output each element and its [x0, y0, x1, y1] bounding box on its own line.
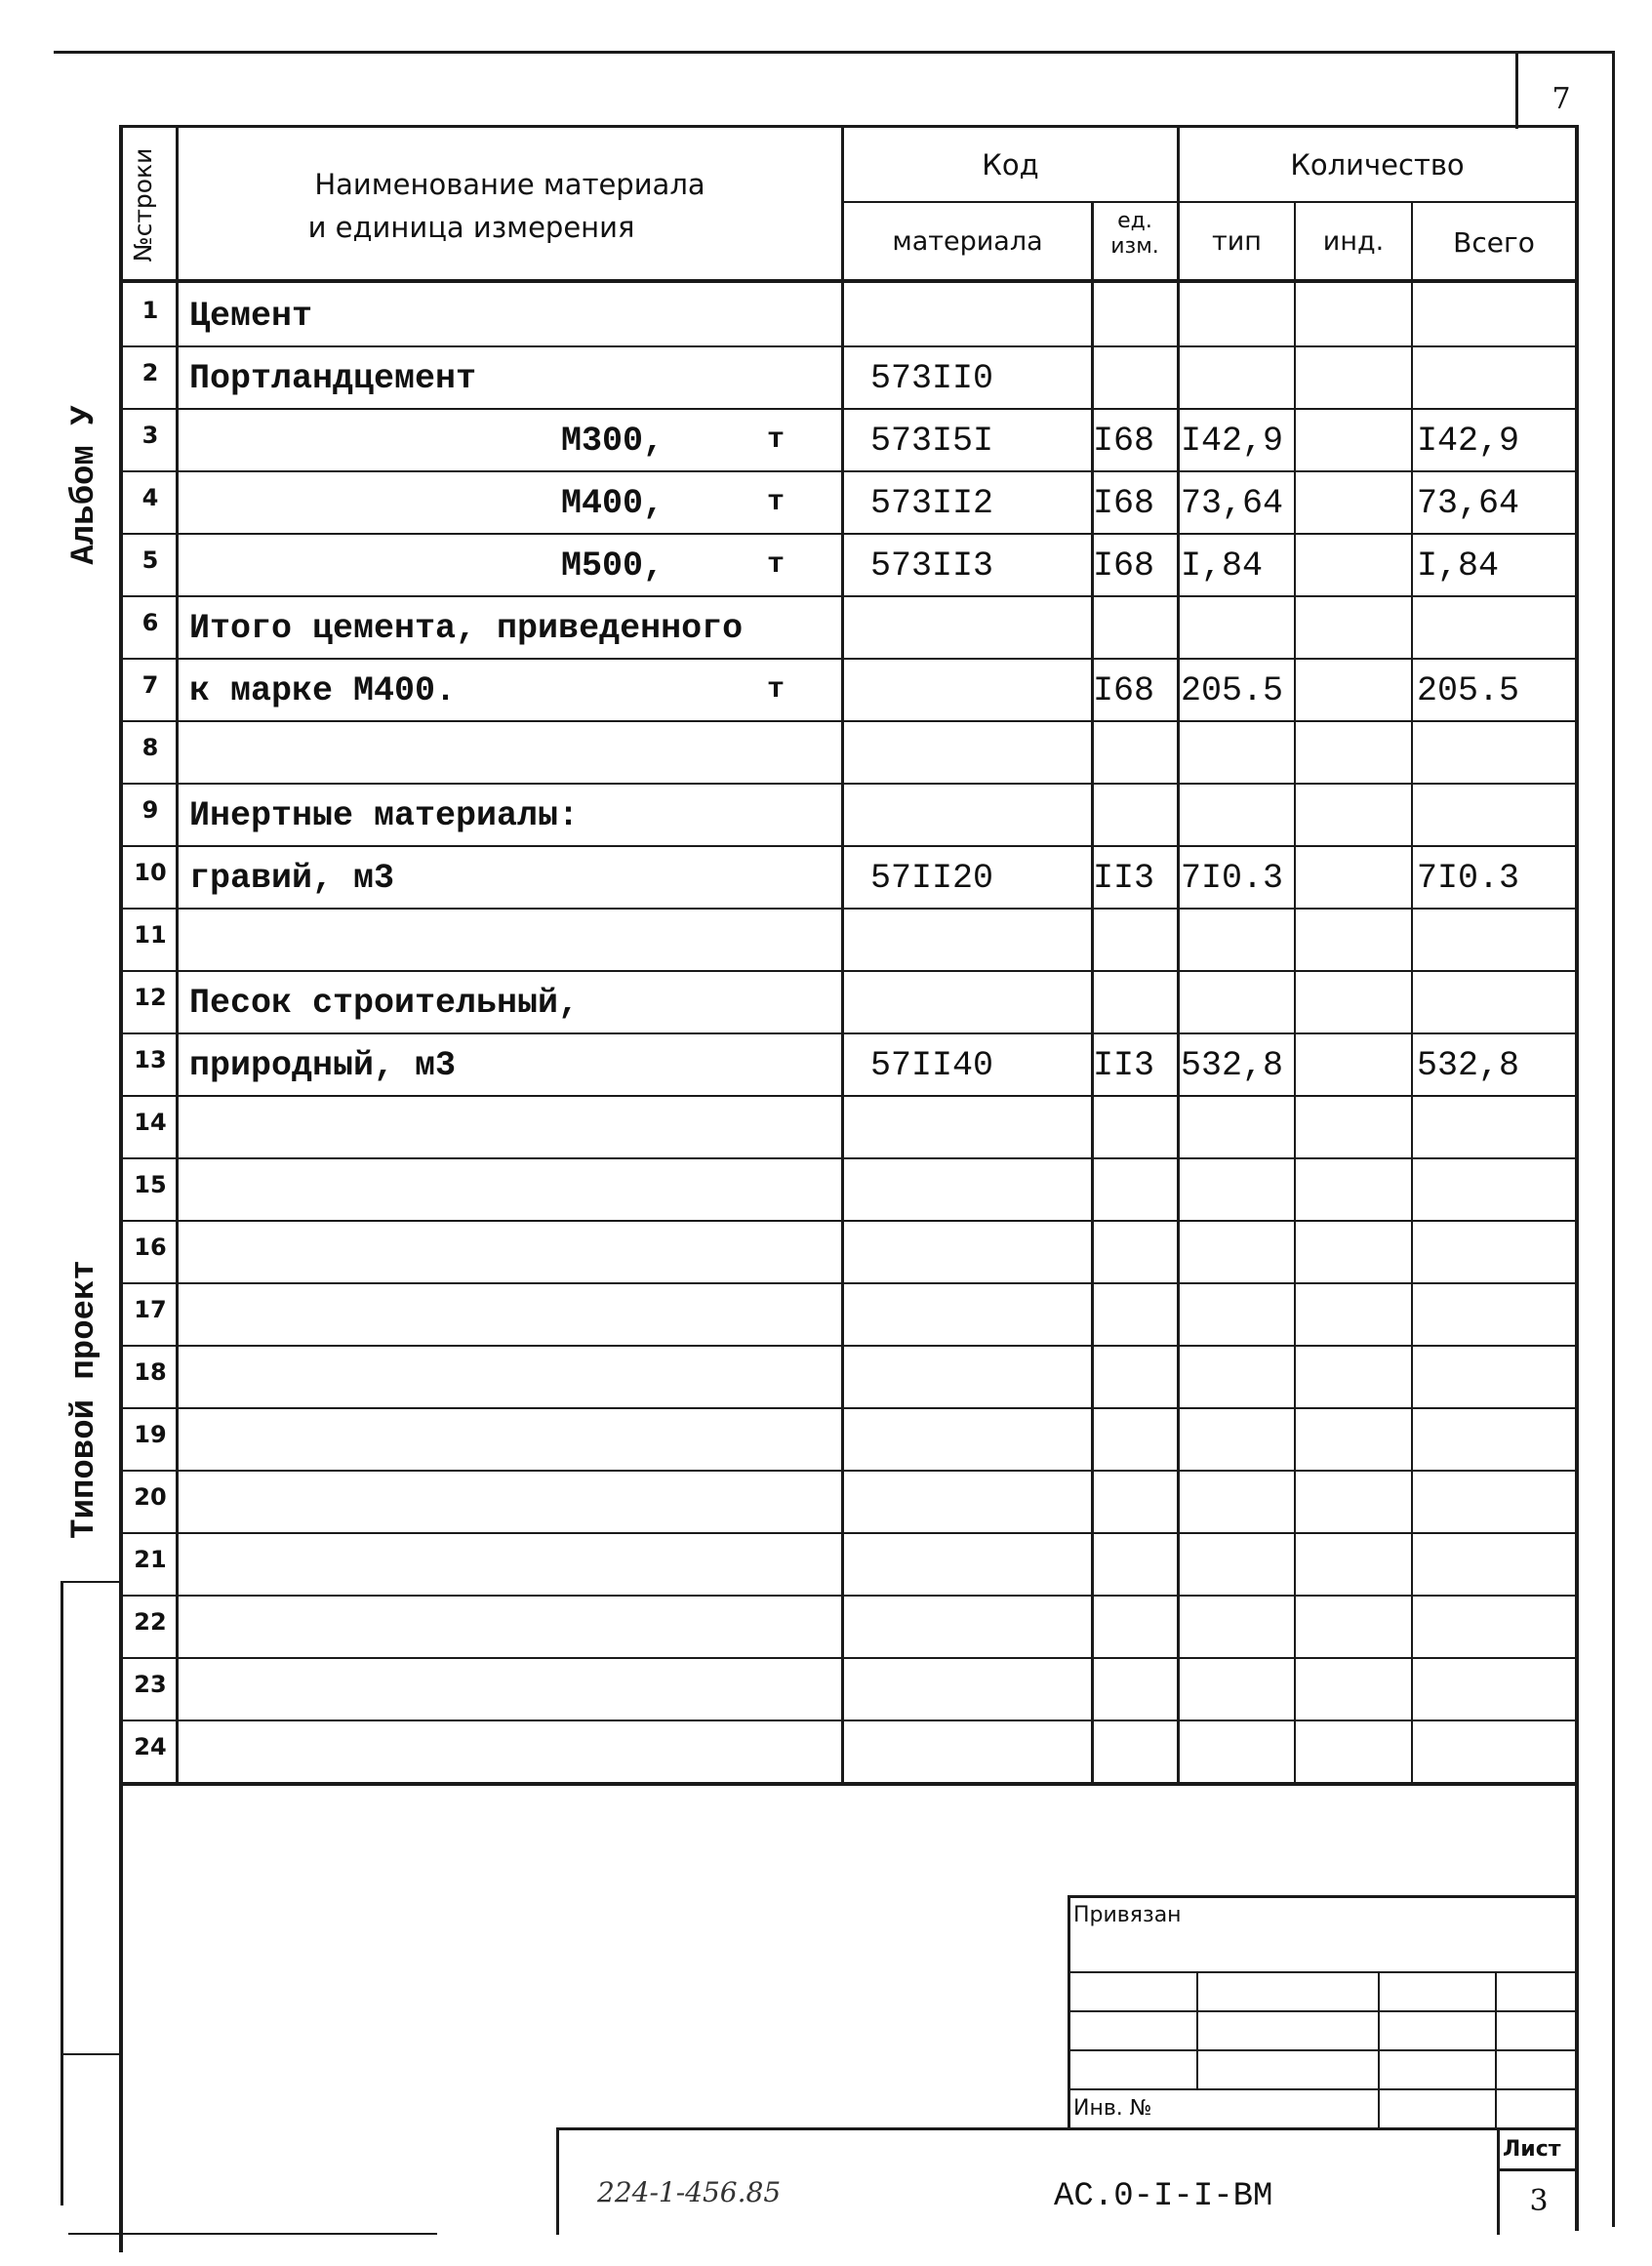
side-label-project: Типовой проект: [66, 1260, 103, 1539]
row-number: 12: [134, 984, 167, 1011]
row-number: 2: [141, 359, 159, 386]
stamp-handwritten-number: 224-1-456.85: [597, 2176, 782, 2208]
header-code-unit: ед. изм.: [1110, 209, 1159, 259]
row-unit-code: I68: [1093, 671, 1155, 710]
row-number: 13: [134, 1046, 167, 1073]
row-name: Цемент: [189, 297, 313, 336]
row-unit-code: II3: [1093, 1046, 1155, 1085]
page-number: 7: [1551, 82, 1571, 116]
row-number: 3: [141, 422, 159, 449]
row-unit: т: [767, 486, 786, 519]
row-qty-type: I42,9: [1181, 422, 1284, 461]
row-number: 7: [141, 671, 159, 699]
row-qty-total: 73,64: [1417, 484, 1520, 523]
side-label-album: Альбом У: [66, 405, 103, 565]
header-qty-group: Количество: [1290, 148, 1465, 182]
header-name-line1: Наименование материала: [314, 168, 705, 201]
row-unit-code: II3: [1093, 859, 1155, 898]
row-number: 18: [134, 1358, 167, 1386]
header-name-line2: и единица измерения: [307, 211, 635, 244]
row-number: 5: [141, 546, 159, 574]
row-qty-type: 532,8: [1181, 1046, 1284, 1085]
row-number: 22: [134, 1608, 167, 1636]
row-number: 10: [134, 859, 167, 886]
row-number: 15: [134, 1171, 167, 1198]
stamp-privyazan: Привязан: [1073, 1903, 1182, 1927]
row-name: М300,: [561, 422, 665, 461]
stamp-designation: АС.0-I-I-ВМ: [1054, 2178, 1273, 2215]
row-number: 6: [141, 609, 159, 636]
row-number: 4: [141, 484, 159, 511]
row-name: Песок строительный,: [189, 984, 580, 1023]
row-name: Портландцемент: [189, 359, 477, 398]
row-qty-total: 205.5: [1417, 671, 1520, 710]
row-number: 11: [134, 921, 167, 949]
header-row-no: №строки: [129, 147, 157, 263]
row-name: гравий, м3: [189, 859, 395, 898]
row-number: 23: [134, 1671, 167, 1698]
row-name: М500,: [561, 546, 665, 586]
row-number: 1: [141, 297, 159, 324]
header-qty-total: Всего: [1453, 226, 1535, 259]
header-code-material: материала: [892, 226, 1043, 257]
row-qty-type: 73,64: [1181, 484, 1284, 523]
stamp-sheet-label: Лист: [1503, 2137, 1561, 2162]
row-code: 573II2: [870, 484, 994, 523]
row-number: 24: [134, 1733, 167, 1760]
row-unit-code: I68: [1093, 546, 1155, 586]
top-rule: [54, 51, 1615, 54]
row-number: 14: [134, 1109, 167, 1136]
row-qty-type: 7I0.3: [1181, 859, 1284, 898]
row-name: Итого цемента, приведенного: [189, 609, 744, 648]
row-name: к марке М400.: [189, 671, 457, 710]
row-number: 8: [141, 734, 159, 761]
header-qty-ind: инд.: [1322, 226, 1385, 257]
stamp-inv-no: Инв. №: [1073, 2096, 1152, 2121]
header-code-group: Код: [982, 148, 1039, 182]
row-number: 21: [134, 1546, 167, 1573]
header-qty-type: тип: [1212, 226, 1262, 257]
row-number: 20: [134, 1483, 167, 1511]
row-number: 9: [141, 796, 159, 824]
row-number: 16: [134, 1234, 167, 1261]
row-code: 57II40: [870, 1046, 994, 1085]
row-qty-type: 205.5: [1181, 671, 1284, 710]
row-number: 19: [134, 1421, 167, 1448]
row-code: 573II3: [870, 546, 994, 586]
row-unit: т: [767, 548, 786, 582]
row-unit-code: I68: [1093, 484, 1155, 523]
row-code: 573I5I: [870, 422, 994, 461]
row-code: 57II20: [870, 859, 994, 898]
row-unit: т: [767, 673, 786, 707]
row-qty-type: I,84: [1181, 546, 1264, 586]
row-qty-total: I,84: [1417, 546, 1500, 586]
row-name: природный, м3: [189, 1046, 457, 1085]
row-qty-total: I42,9: [1417, 422, 1520, 461]
row-number: 17: [134, 1296, 167, 1323]
stamp-sheet-number: 3: [1529, 2184, 1549, 2218]
row-name: М400,: [561, 484, 665, 523]
row-name: Инертные материалы:: [189, 796, 580, 835]
row-code: 573II0: [870, 359, 994, 398]
row-qty-total: 532,8: [1417, 1046, 1520, 1085]
row-qty-total: 7I0.3: [1417, 859, 1520, 898]
row-unit: т: [767, 424, 786, 457]
row-unit-code: I68: [1093, 422, 1155, 461]
